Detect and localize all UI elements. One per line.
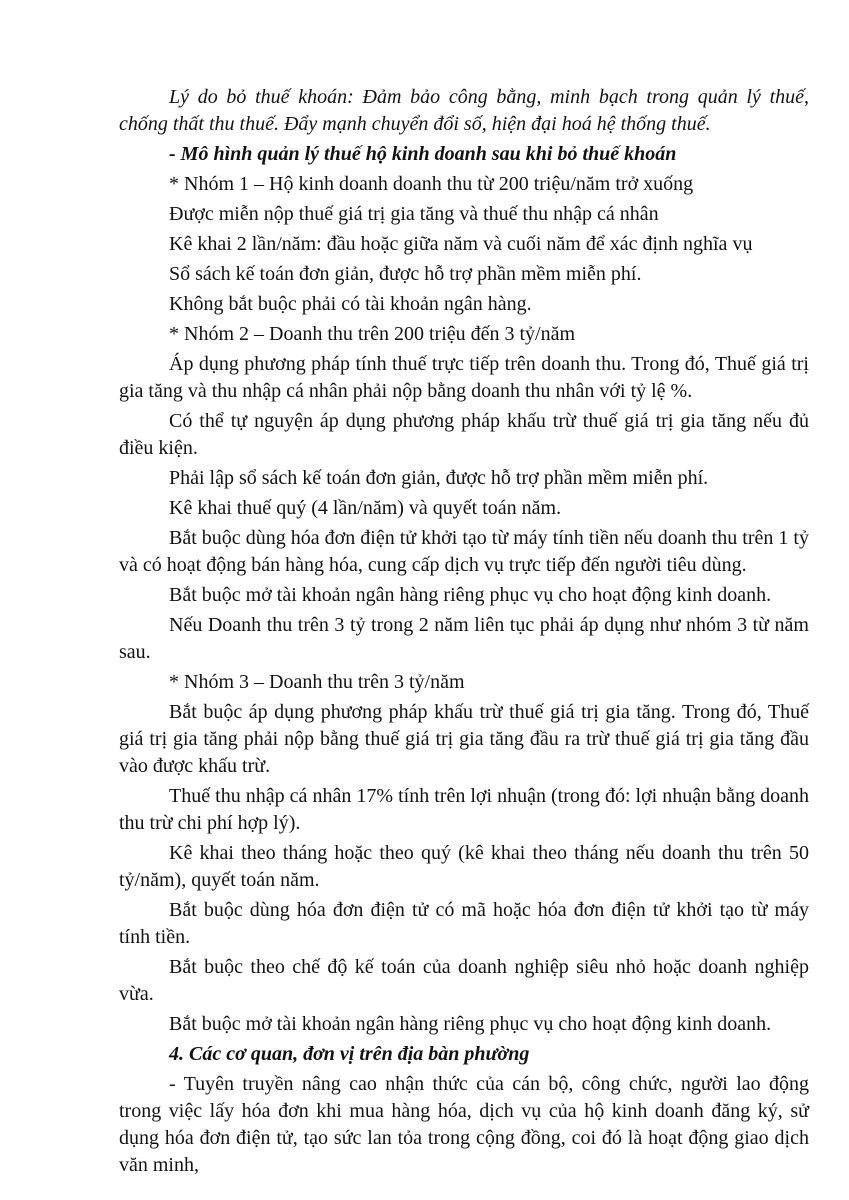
paragraph: * Nhóm 2 – Doanh thu trên 200 triệu đến 3 tỷ/năm xyxy=(169,323,576,345)
section-heading: 4. Các cơ quan, đơn vị trên địa bàn phường xyxy=(169,1043,530,1065)
paragraph: - Tuyên truyền nâng cao nhận thức của cán bộ, công chức, người lao động trong việc lấy hóa đơn khi mua hàng hóa, dịch vụ của hộ kinh doanh đăng ký, sử dụng hóa đơn điện tử, tạo sức lan tỏa trong cộng đồng, coi đó là hoạt động giao dịch văn minh, xyxy=(119,1073,809,1176)
paragraph: Nếu Doanh thu trên 3 tỷ trong 2 năm liên tục phải áp dụng như nhóm 3 từ năm sau. xyxy=(119,614,809,663)
paragraph: Bắt buộc dùng hóa đơn điện tử có mã hoặc hóa đơn điện tử khởi tạo từ máy tính tiền. xyxy=(119,899,809,948)
paragraph: Lý do bỏ thuế khoán: Đảm bảo công bằng, minh bạch trong quản lý thuế, chống thất thu thuế. Đẩy mạnh chuyển đổi số, hiện đại hoá hệ thống thuế. xyxy=(119,86,809,135)
paragraph: Áp dụng phương pháp tính thuế trực tiếp trên doanh thu. Trong đó, Thuế giá trị gia tăng và thu nhập cá nhân phải nộp bằng doanh thu nhân với tỷ lệ %. xyxy=(119,353,809,402)
paragraph: Bắt buộc theo chế độ kế toán của doanh nghiệp siêu nhỏ hoặc doanh nghiệp vừa. xyxy=(119,956,809,1005)
paragraph: Phải lập sổ sách kế toán đơn giản, được hỗ trợ phần mềm miễn phí. xyxy=(169,467,709,489)
paragraph: Kê khai theo tháng hoặc theo quý (kê khai theo tháng nếu doanh thu trên 50 tỷ/năm), quyết toán năm. xyxy=(119,842,809,891)
paragraph: * Nhóm 3 – Doanh thu trên 3 tỷ/năm xyxy=(169,671,465,693)
paragraph: Không bắt buộc phải có tài khoản ngân hàng. xyxy=(169,293,532,315)
paragraph: * Nhóm 1 – Hộ kinh doanh doanh thu từ 200 triệu/năm trở xuống xyxy=(169,173,694,195)
paragraph: Thuế thu nhập cá nhân 17% tính trên lợi nhuận (trong đó: lợi nhuận bằng doanh thu trừ chi phí hợp lý). xyxy=(119,785,809,834)
section-heading: - Mô hình quản lý thuế hộ kinh doanh sau khi bỏ thuế khoán xyxy=(169,143,677,165)
paragraph: Bắt buộc mở tài khoản ngân hàng riêng phục vụ cho hoạt động kinh doanh. xyxy=(169,1013,772,1035)
paragraph: Có thể tự nguyện áp dụng phương pháp khấu trừ thuế giá trị gia tăng nếu đủ điều kiện. xyxy=(119,410,809,459)
paragraph: Được miễn nộp thuế giá trị gia tăng và thuế thu nhập cá nhân xyxy=(169,203,659,225)
document-body xyxy=(119,84,809,1182)
paragraph: Bắt buộc áp dụng phương pháp khấu trừ thuế giá trị gia tăng. Trong đó, Thuế giá trị gia tăng phải nộp bằng thuế giá trị gia tăng đầu ra trừ thuế giá trị gia tăng đầu vào được khấu trừ. xyxy=(119,701,809,777)
paragraph: Kê khai 2 lần/năm: đầu hoặc giữa năm và cuối năm để xác định nghĩa vụ xyxy=(169,233,753,255)
paragraph: Bắt buộc mở tài khoản ngân hàng riêng phục vụ cho hoạt động kinh doanh. xyxy=(169,584,772,606)
paragraph: Sổ sách kế toán đơn giản, được hỗ trợ phần mềm miễn phí. xyxy=(169,263,642,285)
paragraph: Kê khai thuế quý (4 lần/năm) và quyết toán năm. xyxy=(169,497,562,519)
paragraph: Bắt buộc dùng hóa đơn điện tử khởi tạo từ máy tính tiền nếu doanh thu trên 1 tỷ và có hoạt động bán hàng hóa, cung cấp dịch vụ trực tiếp đến người tiêu dùng. xyxy=(119,527,809,576)
